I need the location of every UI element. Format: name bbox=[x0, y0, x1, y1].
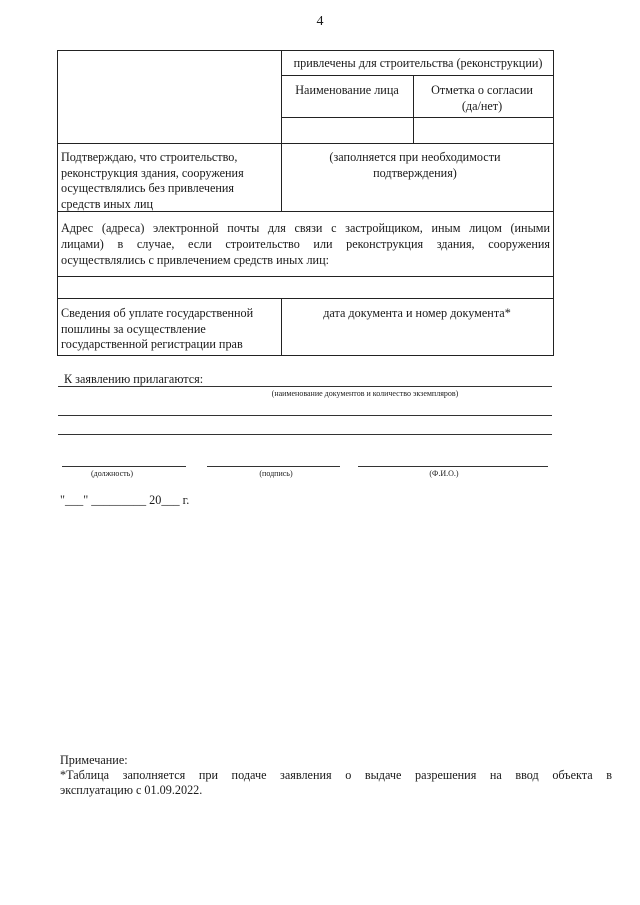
note-line: эксплуатацию с 01.09.2022. bbox=[60, 783, 203, 797]
table-rule bbox=[281, 75, 554, 76]
email-text-line: Адрес (адреса) электронной почты для связи с застройщиком, иным лицом (иными bbox=[61, 221, 550, 235]
attachments-label: К заявлению прилагаются: bbox=[64, 372, 204, 386]
email-input-cell[interactable] bbox=[58, 277, 553, 298]
state-fee-label: Сведения об уплате государственной пошлины за осуществление государственной регистрации прав bbox=[61, 306, 254, 351]
attachments-line[interactable] bbox=[58, 434, 552, 435]
full-name-line[interactable] bbox=[358, 466, 548, 467]
table-rule bbox=[57, 298, 554, 299]
position-caption: (должность) bbox=[91, 469, 133, 478]
note-line: *Таблица заполняется при подаче заявления о выдаче разрешения на ввод объекта в bbox=[60, 768, 612, 782]
note-title: Примечание: bbox=[60, 753, 128, 767]
funding-header: привлечены для строительства (реконструкции) bbox=[293, 56, 543, 70]
table-border-right bbox=[553, 50, 554, 356]
table-col-divider bbox=[281, 298, 282, 355]
table-border-bottom bbox=[57, 355, 554, 356]
page-number: 4 bbox=[316, 14, 324, 29]
table-border-left bbox=[57, 50, 58, 356]
date-line[interactable]: "___" _________ 20___ г. bbox=[60, 493, 190, 507]
attachments-line[interactable] bbox=[58, 415, 552, 416]
table-rule bbox=[57, 143, 554, 144]
attachments-caption: (наименование документов и количество экземпляров) bbox=[271, 389, 459, 398]
table-border-top bbox=[57, 50, 554, 51]
full-name-caption: (Ф.И.О.) bbox=[429, 469, 459, 478]
email-text-line: осуществлялись с привлечением средств иных лиц: bbox=[61, 253, 329, 267]
confirm-fill-note: (заполняется при необходимости подтверждения) bbox=[329, 150, 501, 180]
email-text-line: лицами) в случае, если строительство или реконструкция здания, сооружения bbox=[61, 237, 550, 251]
signature-line[interactable] bbox=[207, 466, 340, 467]
signature-caption: (подпись) bbox=[259, 469, 293, 478]
consent-mark-header: Отметка о согласии (да/нет) bbox=[431, 83, 533, 113]
state-fee-value[interactable]: дата документа и номер документа* bbox=[323, 306, 511, 320]
person-name-header: Наименование лица bbox=[295, 83, 399, 97]
attachments-line[interactable] bbox=[58, 386, 552, 387]
position-line[interactable] bbox=[62, 466, 186, 467]
consent-mark-cell[interactable] bbox=[414, 118, 553, 143]
confirm-without-funds-label: Подтверждаю, что строительство, реконструкция здания, сооружения осуществлялись без привлечения средств иных лиц bbox=[61, 150, 244, 211]
person-name-cell[interactable] bbox=[282, 118, 413, 143]
